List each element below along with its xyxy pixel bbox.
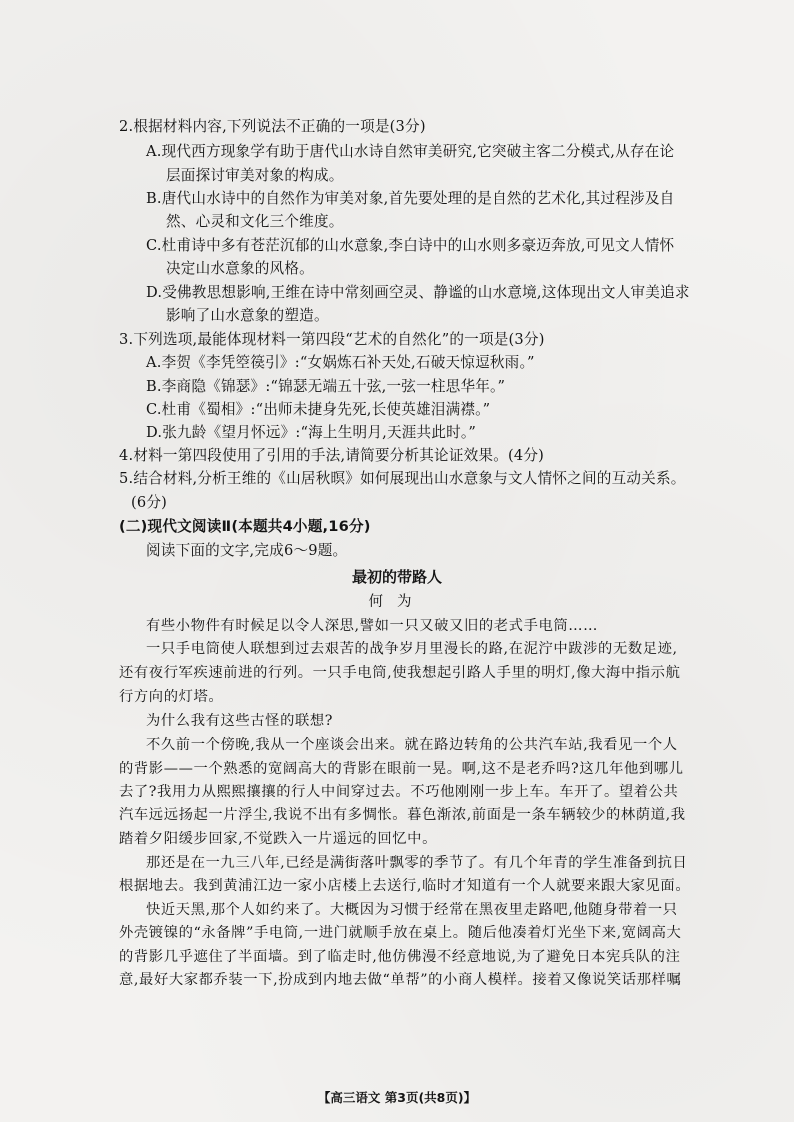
q2-option-a-line1: A.现代西方现象学有助于唐代山水诗自然审美研究,它突破主客二分模式,从存在论	[146, 143, 675, 160]
section-heading: (二)现代文阅读Ⅱ(本题共4小题,16分)	[119, 518, 371, 535]
story-line: 意,最好大家都乔装一下,扮成到内地去做“单帮”的小商人模样。接着又像说笑话那样嘱	[119, 972, 682, 988]
story-line: 一只手电筒使人联想到过去艰苦的战争岁月里漫长的路,在泥泞中跋涉的无数足迹,	[146, 641, 678, 657]
story-title: 最初的带路人	[351, 568, 442, 586]
q2-stem: 2.根据材料内容,下列说法不正确的一项是(3分)	[119, 118, 426, 135]
story-line: 为什么我有这些古怪的联想?	[146, 713, 334, 729]
section-instruction: 阅读下面的文字,完成6～9题。	[146, 542, 348, 559]
story-line: 不久前一个傍晚,我从一个座谈会出来。就在路边转角的公共汽车站,我看见一个人	[146, 737, 678, 753]
story-line: 外壳镀镍的“永备牌”手电筒,一进门就顺手放在桌上。随后他凑着灯光坐下来,宽阔高大	[119, 925, 682, 941]
q3-option-b: B.李商隐《锦瑟》:“锦瑟无端五十弦,一弦一柱思华年。”	[146, 378, 506, 395]
story-line: 的背影——一个熟悉的宽阔高大的背影在眼前一晃。啊,这不是老乔吗?这几年他到哪儿	[119, 761, 684, 777]
story-line: 根据地去。我到黄浦江边一家小店楼上去送行,临时才知道有一个人就要来跟大家见面。	[119, 878, 691, 894]
story-line: 的背影几乎遮住了半面墙。到了临走时,他仿佛漫不经意地说,为了避免日本宪兵队的注	[119, 949, 681, 965]
story-line: 快近天黑,那个人如约来了。大概因为习惯于经常在黑夜里走路吧,他随身带着一只	[146, 902, 678, 918]
q3-stem: 3.下列选项,最能体现材料一第四段“艺术的自然化”的一项是(3分)	[119, 331, 545, 348]
story-line: 有些小物件有时候足以令人深思,譬如一只又破又旧的老式手电筒……	[146, 618, 599, 634]
q2-option-d-line1: D.受佛教思想影响,王维在诗中常刻画空灵、静谧的山水意境,这体现出文人审美追求	[146, 284, 690, 301]
q4-stem: 4.材料一第四段使用了引用的手法,请简要分析其论证效果。(4分)	[119, 447, 545, 464]
story-line: 还有夜行军疾速前进的行列。一只手电筒,使我想起引路人手里的明灯,像大海中指示航	[119, 665, 681, 681]
page-footer: 【高三语文 第3页(共8页)】	[317, 1090, 477, 1105]
q2-option-c-line2: 决定山水意象的风格。	[166, 260, 314, 277]
q2-option-b-line1: B.唐代山水诗中的自然作为审美对象,首先要处理的是自然的艺术化,其过程涉及自	[146, 190, 675, 207]
q2-option-d-line2: 影响了山水意象的塑造。	[166, 307, 329, 324]
story-line: 行方向的灯塔。	[119, 689, 224, 705]
q3-option-d: D.张九龄《望月怀远》:“海上生明月,天涯共此时。”	[146, 424, 477, 441]
q3-option-a: A.李贺《李凭箜篌引》:“女娲炼石补天处,石破天惊逗秋雨。”	[146, 354, 535, 371]
q2-option-b-line2: 然、心灵和文化三个维度。	[166, 213, 344, 230]
story-line: 汽车远远扬起一片浮尘,我说不出有多惆怅。暮色渐浓,前面是一条车辆较少的林荫道,我	[119, 807, 686, 823]
story-author: 何为	[368, 594, 426, 610]
q5-stem-line1: 5.结合材料,分析王维的《山居秋暝》如何展现出山水意象与文人情怀之间的互动关系。	[119, 470, 686, 487]
story-line: 踏着夕阳缓步回家,不觉跌入一片遥远的回忆中。	[119, 831, 437, 847]
story-line: 那还是在一九三八年,已经是满街落叶飘零的季节了。有几个年青的学生准备到抗日	[146, 855, 688, 871]
q2-option-c-line1: C.杜甫诗中多有苍茫沉郁的山水意象,李白诗中的山水则多豪迈奔放,可见文人情怀	[146, 237, 675, 254]
q2-option-a-line2: 层面探讨审美对象的构成。	[166, 167, 344, 184]
q3-option-c: C.杜甫《蜀相》:“出师未捷身先死,长使英雄泪满襟。”	[146, 401, 491, 418]
q5-stem-line2: (6分)	[131, 494, 168, 511]
story-line: 去了?我用力从熙熙攘攘的行人中间穿过去。不巧他刚刚一步上车。车开了。望着公共	[119, 784, 679, 800]
